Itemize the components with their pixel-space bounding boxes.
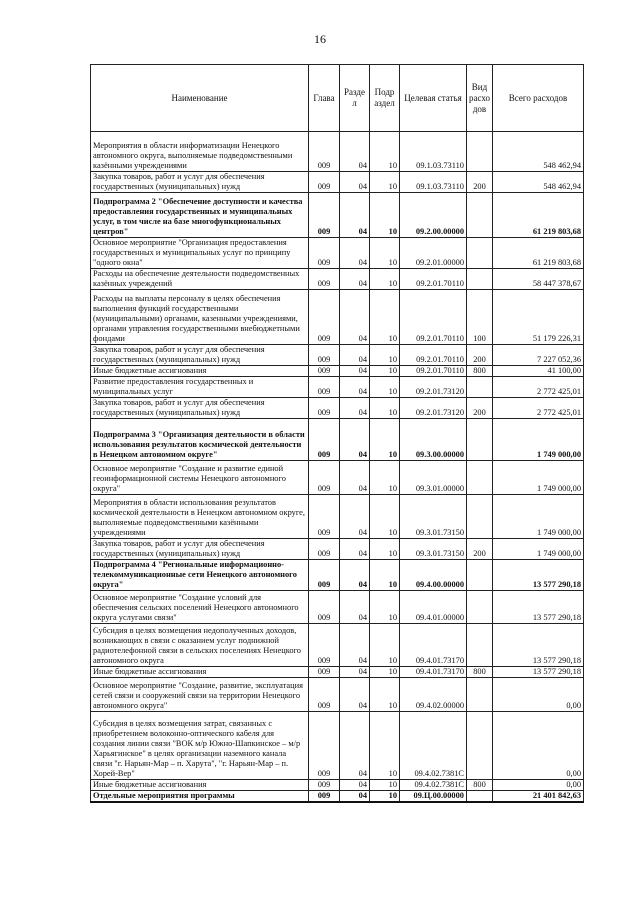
row-amount: 2 772 425,01 — [493, 377, 584, 398]
row-chapter: 009 — [309, 712, 340, 780]
table-row — [91, 791, 584, 803]
header-total: Всего расходов — [493, 65, 584, 132]
row-section: 04 — [340, 398, 370, 419]
row-amount: 1 749 000,00 — [493, 539, 584, 560]
row-section: 04 — [340, 377, 370, 398]
row-chapter: 009 — [309, 377, 340, 398]
row-article: 09.4.02.7381С — [400, 712, 467, 780]
row-amount: 21 401 842,63 — [493, 791, 584, 803]
row-name: Субсидия в целях возмещения затрат, связанных с приобретением волоконно-оптического кабеля для создания линии связи "ВОК м/р Южно-Шапкинское – м/р Харьягинское" в целях организации наземного канала связи "г. Нарьян-Мар – п. Харута", "г. Нарьян-Мар – п. Хорей-Вер" — [91, 712, 309, 780]
row-article: 09.2.01.70110 — [400, 366, 467, 377]
row-chapter: 009 — [309, 678, 340, 712]
row-article: 09.3.01.73150 — [400, 495, 467, 539]
table-row — [91, 495, 584, 539]
row-amount: 0,00 — [493, 780, 584, 791]
row-article: 09.4.00.00000 — [400, 560, 467, 591]
row-name: Основное мероприятие "Создание, развитие, эксплуатация сетей связи и сооружений связи на территории Ненецкого автономного округа" — [91, 678, 309, 712]
row-name: Иные бюджетные ассигнования — [91, 667, 309, 678]
row-section: 04 — [340, 667, 370, 678]
table-row — [91, 780, 584, 791]
table-row — [91, 461, 584, 495]
row-expense-type: 800 — [467, 366, 493, 377]
table-row — [91, 667, 584, 678]
row-subsection: 10 — [370, 377, 400, 398]
row-amount: 0,00 — [493, 712, 584, 780]
row-chapter: 009 — [309, 667, 340, 678]
table-row — [91, 377, 584, 398]
row-chapter: 009 — [309, 461, 340, 495]
row-chapter: 009 — [309, 132, 340, 172]
row-expense-type: 100 — [467, 290, 493, 345]
row-subsection: 10 — [370, 461, 400, 495]
row-expense-type — [467, 791, 493, 803]
row-expense-type: 800 — [467, 667, 493, 678]
table-row — [91, 269, 584, 290]
row-chapter: 009 — [309, 290, 340, 345]
row-amount: 41 100,00 — [493, 366, 584, 377]
row-article: 09.2.00.00000 — [400, 193, 467, 238]
row-article: 09.4.01.73170 — [400, 667, 467, 678]
row-subsection: 10 — [370, 712, 400, 780]
row-section: 04 — [340, 172, 370, 193]
row-chapter: 009 — [309, 193, 340, 238]
row-subsection: 10 — [370, 398, 400, 419]
row-section: 04 — [340, 591, 370, 624]
table-row — [91, 419, 584, 461]
row-section: 04 — [340, 290, 370, 345]
row-article: 09.4.02.00000 — [400, 678, 467, 712]
header-chapter: Глава — [309, 65, 340, 132]
row-amount: 7 227 052,36 — [493, 345, 584, 366]
row-chapter: 009 — [309, 345, 340, 366]
row-section: 04 — [340, 269, 370, 290]
row-chapter: 009 — [309, 539, 340, 560]
row-subsection: 10 — [370, 560, 400, 591]
row-expense-type: 200 — [467, 345, 493, 366]
row-section: 04 — [340, 495, 370, 539]
row-name: Развитие предоставления государственных и муниципальных услуг — [91, 377, 309, 398]
row-subsection: 10 — [370, 269, 400, 290]
row-expense-type: 200 — [467, 172, 493, 193]
row-section: 04 — [340, 366, 370, 377]
row-amount: 1 749 000,00 — [493, 419, 584, 461]
row-subsection: 10 — [370, 419, 400, 461]
row-expense-type — [467, 712, 493, 780]
header-section: Разде л — [340, 65, 370, 132]
row-chapter: 009 — [309, 172, 340, 193]
row-section: 04 — [340, 678, 370, 712]
row-section: 04 — [340, 132, 370, 172]
row-article: 09.3.00.00000 — [400, 419, 467, 461]
row-amount: 61 219 803,68 — [493, 238, 584, 269]
table-row — [91, 238, 584, 269]
row-expense-type: 800 — [467, 780, 493, 791]
row-subsection: 10 — [370, 624, 400, 667]
row-amount: 1 749 000,00 — [493, 461, 584, 495]
row-name: Расходы на обеспечение деятельности подведомственных казённых учреждений — [91, 269, 309, 290]
row-name: Закупка товаров, работ и услуг для обеспечения государственных (муниципальных) нужд — [91, 539, 309, 560]
row-chapter: 009 — [309, 398, 340, 419]
row-chapter: 009 — [309, 791, 340, 803]
row-amount: 1 749 000,00 — [493, 495, 584, 539]
row-chapter: 009 — [309, 624, 340, 667]
row-amount: 13 577 290,18 — [493, 624, 584, 667]
header-expense-type: Вид расхо дов — [467, 65, 493, 132]
row-expense-type — [467, 269, 493, 290]
row-article: 09.1.03.73110 — [400, 172, 467, 193]
row-section: 04 — [340, 539, 370, 560]
row-section: 04 — [340, 624, 370, 667]
table-row — [91, 193, 584, 238]
row-amount: 13 577 290,18 — [493, 591, 584, 624]
row-subsection: 10 — [370, 193, 400, 238]
table-row — [91, 539, 584, 560]
row-name: Расходы на выплаты персоналу в целях обеспечения выполнения функций государственными (муниципальными) органами, казенными учреждениями, органами управления государственными внебюджетными фондами — [91, 290, 309, 345]
row-name: Основное мероприятие "Создание условий для обеспечения сельских поселений Ненецкого автономного округа услугами связи" — [91, 591, 309, 624]
row-expense-type — [467, 193, 493, 238]
row-subsection: 10 — [370, 345, 400, 366]
row-article: 09.Ц.00.00000 — [400, 791, 467, 803]
row-name: Основное мероприятие "Создание и развитие единой геоинформационной системы Ненецкого автономного округа" — [91, 461, 309, 495]
row-section: 04 — [340, 419, 370, 461]
row-subsection: 10 — [370, 366, 400, 377]
row-name: Иные бюджетные ассигнования — [91, 780, 309, 791]
row-amount: 61 219 803,68 — [493, 193, 584, 238]
row-article: 09.2.01.70110 — [400, 290, 467, 345]
header-subsection: Подр аздел — [370, 65, 400, 132]
row-expense-type: 200 — [467, 539, 493, 560]
row-name: Основное мероприятие "Организация предоставления государственных и муниципальных услуг по принципу "одного окна" — [91, 238, 309, 269]
row-subsection: 10 — [370, 667, 400, 678]
row-subsection: 10 — [370, 172, 400, 193]
row-name: Подпрограмма 4 "Региональные информационно-телекоммуникационные сети Ненецкого автономного округа" — [91, 560, 309, 591]
row-chapter: 009 — [309, 591, 340, 624]
table-row — [91, 712, 584, 780]
row-expense-type — [467, 678, 493, 712]
row-subsection: 10 — [370, 780, 400, 791]
row-name: Отдельные мероприятия программы — [91, 791, 309, 803]
table-row — [91, 172, 584, 193]
row-article: 09.2.01.70110 — [400, 345, 467, 366]
row-name: Мероприятия в области использования результатов космической деятельности в Ненецком автономном округе, выполняемые подведомственными казёнными учреждениями — [91, 495, 309, 539]
table-row — [91, 591, 584, 624]
row-subsection: 10 — [370, 132, 400, 172]
row-amount: 58 447 378,67 — [493, 269, 584, 290]
row-article: 09.3.01.00000 — [400, 461, 467, 495]
table-row — [91, 560, 584, 591]
row-chapter: 009 — [309, 238, 340, 269]
row-subsection: 10 — [370, 539, 400, 560]
table-row — [91, 132, 584, 172]
row-name: Закупка товаров, работ и услуг для обеспечения государственных (муниципальных) нужд — [91, 172, 309, 193]
row-name: Субсидия в целях возмещения недополученных доходов, возникающих в связи с оказанием услуг поднижной радиотелефонной связи в сельских поселениях Ненецкого автономного округа — [91, 624, 309, 667]
row-section: 04 — [340, 461, 370, 495]
row-chapter: 009 — [309, 366, 340, 377]
row-article: 09.2.01.70110 — [400, 269, 467, 290]
row-amount: 548 462,94 — [493, 132, 584, 172]
table-row — [91, 366, 584, 377]
row-chapter: 009 — [309, 419, 340, 461]
row-amount: 13 577 290,18 — [493, 667, 584, 678]
row-expense-type — [467, 624, 493, 667]
row-name: Подпрограмма 3 "Организация деятельности в области использования результатов космической деятельности в Ненецком автономном округе" — [91, 419, 309, 461]
row-article: 09.1.03.73110 — [400, 132, 467, 172]
row-name: Закупка товаров, работ и услуг для обеспечения государственных (муниципальных) нужд — [91, 398, 309, 419]
row-article: 09.4.01.73170 — [400, 624, 467, 667]
row-amount: 2 772 425,01 — [493, 398, 584, 419]
row-name: Мероприятия в области информатизации Ненецкого автономного округа, выполняемые подведомственными казёнными учреждениями — [91, 132, 309, 172]
table-row — [91, 624, 584, 667]
row-name: Иные бюджетные ассигнования — [91, 366, 309, 377]
row-article: 09.3.01.73150 — [400, 539, 467, 560]
row-chapter: 009 — [309, 560, 340, 591]
row-section: 04 — [340, 560, 370, 591]
row-article: 09.4.02.7381С — [400, 780, 467, 791]
row-section: 04 — [340, 193, 370, 238]
row-expense-type — [467, 132, 493, 172]
row-subsection: 10 — [370, 791, 400, 803]
table-row — [91, 290, 584, 345]
row-section: 04 — [340, 780, 370, 791]
row-expense-type: 200 — [467, 398, 493, 419]
row-name: Подпрограмма 2 "Обеспечение доступности и качества предоставления государственных и муниципальных услуг, в том числе на базе многофункциональных центров" — [91, 193, 309, 238]
row-amount: 0,00 — [493, 678, 584, 712]
row-section: 04 — [340, 712, 370, 780]
row-amount: 13 577 290,18 — [493, 560, 584, 591]
row-expense-type — [467, 377, 493, 398]
table-header-row — [91, 65, 584, 132]
row-subsection: 10 — [370, 591, 400, 624]
row-subsection: 10 — [370, 238, 400, 269]
row-article: 09.4.01.00000 — [400, 591, 467, 624]
table-row — [91, 398, 584, 419]
row-subsection: 10 — [370, 290, 400, 345]
table-row — [91, 345, 584, 366]
budget-table — [90, 64, 584, 803]
row-name: Закупка товаров, работ и услуг для обеспечения государственных (муниципальных) нужд — [91, 345, 309, 366]
header-article: Целевая статья — [400, 65, 467, 132]
page-number: 16 — [314, 32, 326, 46]
table-row — [91, 678, 584, 712]
row-chapter: 009 — [309, 780, 340, 791]
row-expense-type — [467, 419, 493, 461]
row-section: 04 — [340, 791, 370, 803]
row-expense-type — [467, 495, 493, 539]
header-name: Наименование — [91, 65, 309, 132]
row-expense-type — [467, 560, 493, 591]
row-subsection: 10 — [370, 678, 400, 712]
row-amount: 548 462,94 — [493, 172, 584, 193]
row-expense-type — [467, 461, 493, 495]
row-chapter: 009 — [309, 269, 340, 290]
row-section: 04 — [340, 238, 370, 269]
table-body — [91, 132, 584, 803]
row-article: 09.2.01.00000 — [400, 238, 467, 269]
row-expense-type — [467, 238, 493, 269]
row-amount: 51 179 226,31 — [493, 290, 584, 345]
row-article: 09.2.01.73120 — [400, 377, 467, 398]
row-article: 09.2.01.73120 — [400, 398, 467, 419]
row-subsection: 10 — [370, 495, 400, 539]
row-chapter: 009 — [309, 495, 340, 539]
row-expense-type — [467, 591, 493, 624]
row-section: 04 — [340, 345, 370, 366]
